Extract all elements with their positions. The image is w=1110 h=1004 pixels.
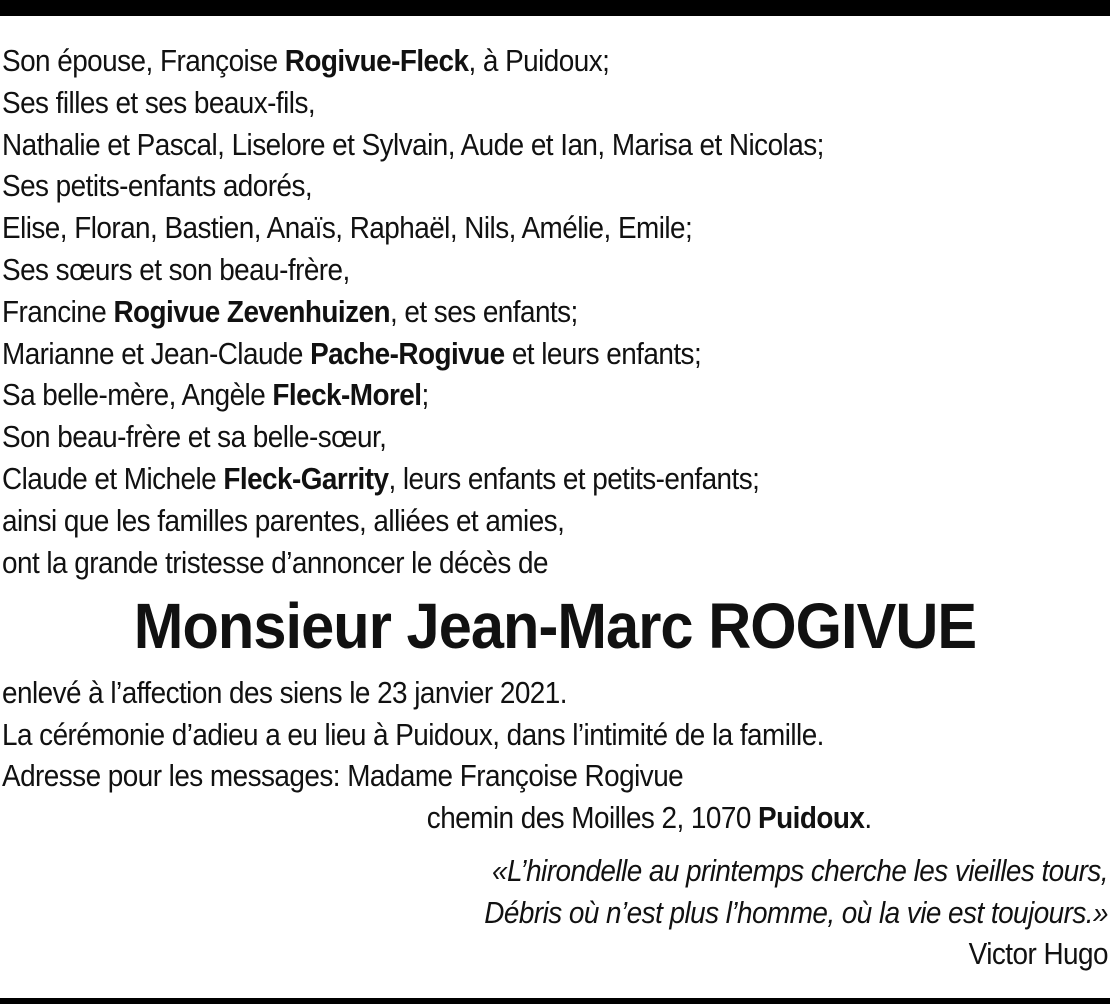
family-list — [2, 40, 1102, 583]
family-line-relatives: ainsi que les familles parentes, alliées et amies, — [2, 502, 565, 538]
spouse-surname: Rogivue-Fleck — [284, 43, 469, 78]
bottom-rule — [0, 998, 1110, 1004]
family-line-announcement: ont la grande tristesse d’annoncer le décès de — [2, 544, 548, 580]
family-line-sisters-heading: Ses sœurs et son beau-frère, — [2, 251, 350, 287]
family-line-in-laws-heading: Son beau-frère et sa belle-sœur, — [2, 419, 387, 455]
sister-first-name: Francine — [2, 293, 114, 329]
sister-suffix: , et ses enfants; — [389, 293, 578, 329]
in-laws-surname: Fleck-Garrity — [223, 460, 389, 496]
family-line-grandchildren-names: Elise, Floran, Bastien, Anaïs, Raphaël, Nils, Amélie, Emile; — [2, 210, 693, 246]
quote-line-1: «L’hirondelle au printemps cherche les vieilles tours, — [492, 853, 1109, 888]
sister-surname: Rogivue Zevenhuizen — [113, 293, 390, 329]
ceremony-line: La cérémonie d’adieu a eu lieu à Puidoux, dans l’intimité de la famille. — [2, 716, 824, 752]
family-line-grandchildren-heading: Ses petits-enfants adorés, — [2, 168, 313, 204]
spouse-place: , à Puidoux; — [468, 43, 610, 78]
quote-block — [108, 850, 1108, 975]
family-line-daughters-names: Nathalie et Pascal, Liselore et Sylvain, Aude et Ian, Marisa et Nicolas; — [2, 126, 824, 162]
notice-details — [2, 672, 1102, 838]
couple-surname: Pache-Rogivue — [310, 335, 505, 371]
family-line-spouse — [2, 40, 992, 82]
death-date-line: enlevé à l’affection des siens le 23 janvier 2021. — [2, 675, 567, 710]
family-line-mother-in-law — [2, 374, 992, 416]
in-laws-suffix: , leurs enfants et petits-enfants; — [388, 460, 760, 496]
family-line-daughters-heading: Ses filles et ses beaux-fils, — [2, 84, 316, 120]
address-street-line — [2, 797, 992, 839]
address-city: Puidoux — [758, 799, 865, 835]
mother-in-law-suffix: ; — [421, 377, 429, 413]
quote-author: Victor Hugo — [968, 936, 1108, 972]
address-intro-line: Adresse pour les messages: Madame Françoise Rogivue — [2, 758, 684, 794]
in-laws-first-names: Claude et Michele — [2, 460, 224, 496]
spouse-text: Son épouse, Françoise — [2, 43, 285, 78]
top-rule — [0, 0, 1110, 16]
quote-line-2: Débris où n’est plus l’homme, où la vie est toujours.» — [484, 894, 1109, 930]
address-end: . — [864, 799, 872, 835]
address-street: chemin des Moilles 2, 1070 — [426, 799, 759, 835]
family-line-in-laws — [2, 458, 992, 500]
family-line-sister-marianne — [2, 333, 992, 375]
couple-suffix: et leurs enfants; — [504, 335, 702, 371]
deceased-name: Monsieur Jean-Marc ROGIVUE — [133, 590, 977, 662]
couple-first-names: Marianne et Jean-Claude — [2, 335, 311, 371]
mother-in-law-text: Sa belle-mère, Angèle — [2, 377, 273, 413]
family-line-sister-francine — [2, 291, 992, 333]
mother-in-law-surname: Fleck-Morel — [272, 377, 422, 413]
